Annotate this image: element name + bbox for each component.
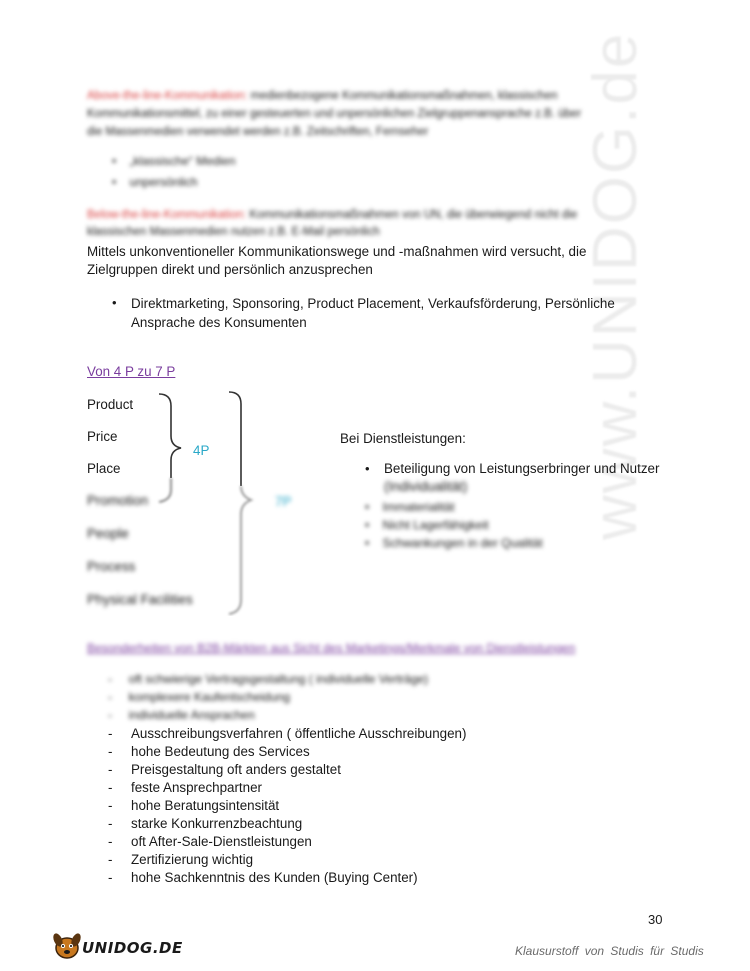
- above-text-3: die Massenmedien verwendet werden z.B. Zeitschriften, Fernseher: [87, 126, 429, 138]
- services-title: Bei Dienstleistungen:: [340, 431, 466, 446]
- below-bullet-dot: •: [112, 295, 117, 310]
- below-the-line-block: [87, 207, 687, 241]
- b2b-blurred-2: - komplexere Kaufentscheidung: [108, 690, 291, 704]
- above-text-1: medienbezogene Kommunikationsmaßnahmen, klassischen: [247, 90, 558, 102]
- label-7p: 7P: [275, 494, 292, 509]
- services-bullet-1: Beteiligung von Leistungserbringer und Nutzer: [384, 461, 660, 476]
- b2b-blurred-3: - individuelle Ansprachen: [108, 708, 255, 722]
- b2b-heading[interactable]: Besonderheiten von B2B-Märkten aus Sicht des Marketings/Merkmale von Dienstleistungen: [87, 641, 576, 655]
- services-bullet-3: • Nicht Lagerfähigkeit: [365, 518, 489, 532]
- p-item-physical: Physical Facilities: [87, 592, 193, 607]
- above-bullet-2: • unpersönlich: [112, 175, 198, 189]
- above-term: Above-the-line-Kommunikation:: [87, 90, 248, 102]
- four-p-heading[interactable]: Von 4 P zu 7 P: [87, 364, 176, 379]
- p-item-place: Place: [87, 461, 121, 476]
- above-the-line-block: [87, 87, 687, 141]
- tagline: Klausurstoff von Studis für Studis: [515, 944, 704, 958]
- below-term: Below-the-line-Kommunikation:: [87, 209, 247, 221]
- services-bullet-2: • Immaterialität: [365, 500, 455, 514]
- below-paragraph: Mittels unkonventioneller Kommunikationswege und -maßnahmen wird versucht, die Zielgruppen direkt und persönlich anzusprechen: [87, 244, 587, 277]
- services-bullet-1-cont: (Individualität): [384, 479, 468, 494]
- below-text-2: klassischen Massenmedien nutzen z.B. E-Mail persönlich: [87, 226, 380, 238]
- above-text-2: Kommunikationsmittel, zu einer gesteuerten und unpersönlichen Zielgruppenansprache z.B. über: [87, 108, 582, 120]
- b2b-blurred-1: - oft schwierige Vertragsgestaltung ( individuelle Verträge): [108, 672, 429, 686]
- p-item-product: Product: [87, 397, 134, 412]
- watermark: www.UNIDOG.de: [581, 31, 650, 540]
- brace-7p: [225, 390, 265, 616]
- services-bullet-dot: •: [365, 461, 370, 476]
- page-number: 30: [648, 912, 663, 927]
- dog-logo-icon: [52, 928, 82, 960]
- p-item-promotion: Promotion: [87, 493, 149, 508]
- p-item-process: Process: [87, 559, 136, 574]
- services-bullet-4: • Schwankungen in der Qualität: [365, 536, 543, 550]
- below-bullet: Direktmarketing, Sponsoring, Product Placement, Verkaufsförderung, Persönliche Ansprache des Konsumenten: [131, 296, 615, 330]
- label-4p: 4P: [193, 443, 210, 458]
- logo-text: UNIDOG.DE: [82, 939, 183, 957]
- below-text-1: Kommunikationsmaßnahmen von UN, die überwiegend nicht die: [246, 209, 578, 221]
- logo[interactable]: [52, 928, 183, 962]
- above-bullet-1: • „klassische“ Medien: [112, 154, 236, 168]
- brace-4p: [155, 392, 195, 512]
- p-item-price: Price: [87, 429, 118, 444]
- p-item-people: People: [87, 526, 129, 541]
